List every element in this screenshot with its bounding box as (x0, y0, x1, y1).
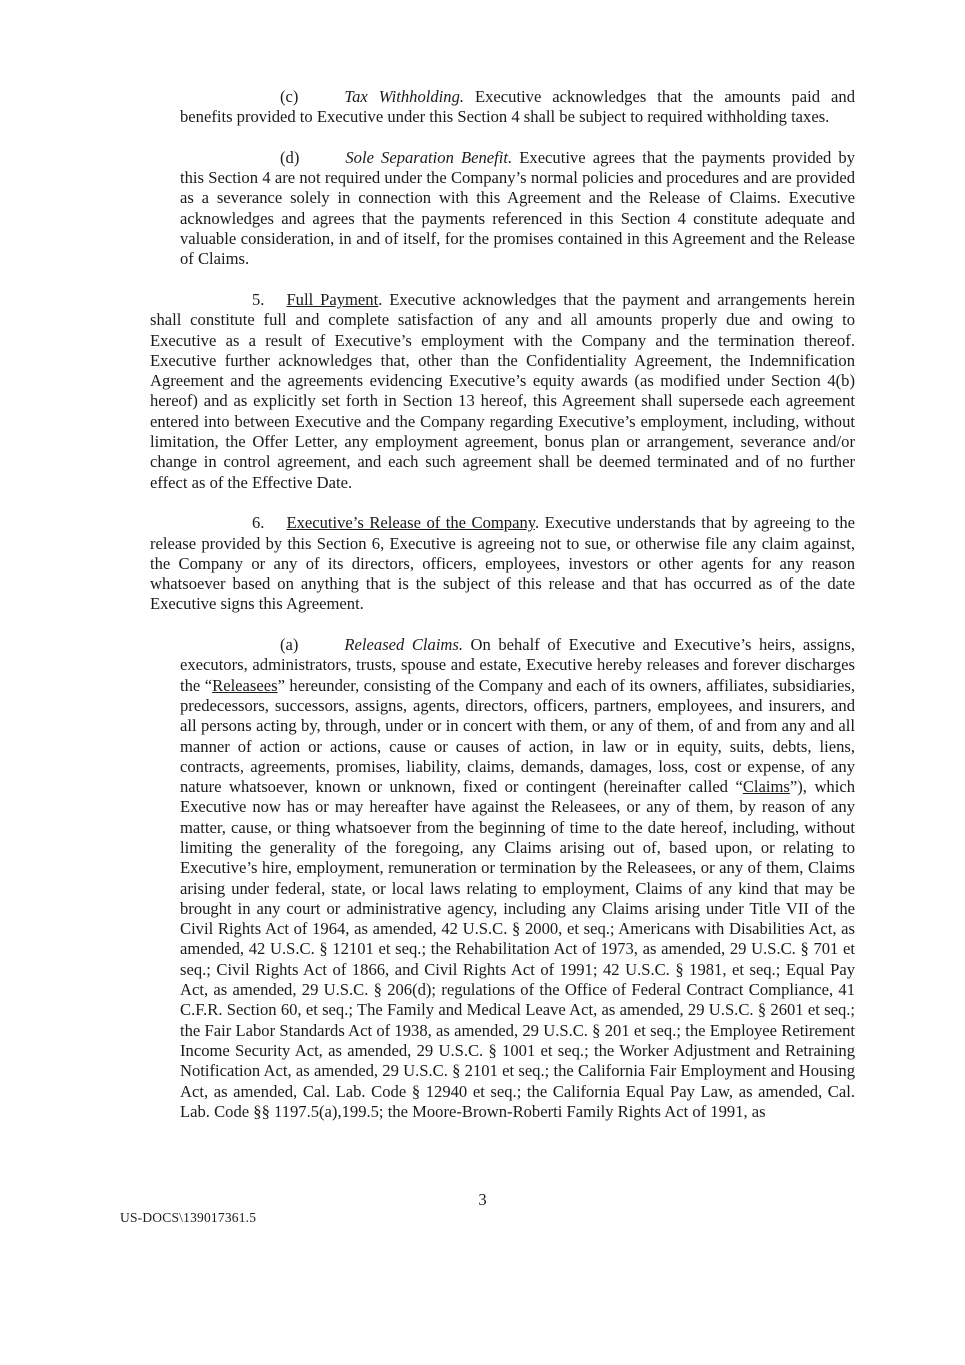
paragraph-label: (d) (280, 147, 300, 167)
text-segment: . Executive acknowledges that the payment and arrangements herein shall constitute full and complete satisfaction of any and all amounts properly due and owing to Executive as a result of Executive’s employment with the Company and the termination thereof. Executive further acknowledges that, other than the Confidentiality Agreement, the Indemnification Agreement and the agreements evidencing Executive’s equity awards (as modified under Section 4(b) hereof) and as explicitly set forth in Section 13 hereof, this Agreement shall supersede each agreement entered into between Executive and the Company regarding Executive’s employment, including, without limitation, the Offer Letter, any employment agreement, bonus plan or arrangement, severance and/or change in control agreement, and each such agreement shall be deemed terminated and of no further effect as of the Effective Date. (150, 289, 856, 492)
paragraph-d-sole-separation-benefit (180, 148, 855, 270)
section-number: 6. (252, 513, 265, 533)
section-body (150, 290, 855, 492)
section-heading: Executive’s Release of the Company (286, 513, 535, 533)
text-segment: . Executive understands that by agreeing to the release provided by this Section 6, Executive is agreeing not to sue, or otherwise file any claim against, the Company or any of its directors, officers, employees, investors or other agents for any reason whatsoever based on anything that is the subject of this release and that has occurred as of the date Executive signs this Agreement. (150, 513, 855, 614)
paragraph-c-tax-withholding (180, 87, 855, 128)
text-segment: Claims (742, 777, 790, 797)
page-number: 3 (478, 1190, 487, 1209)
section-heading: Full Payment (286, 289, 379, 309)
section-number: 5. (252, 289, 265, 309)
paragraph-a-released-claims (180, 635, 855, 1122)
section-5-full-payment (150, 290, 855, 493)
text-segment: On behalf of Executive and Executive’s heirs, assigns, executors, administrators, trusts, spouse and estate, Executive hereby releases and forever discharges the “ (180, 635, 855, 695)
document-body (150, 87, 855, 1122)
text-segment: Executive acknowledges that the amounts paid and benefits provided to Executive under this Section 4 shall be subject to required withholding taxes. (180, 87, 855, 127)
text-segment: Releasees (212, 675, 278, 695)
paragraph-label: (a) (280, 635, 299, 655)
paragraph-label: (c) (280, 87, 299, 106)
paragraph-heading: Released Claims. (344, 635, 464, 655)
text-segment: ” hereunder, consisting of the Company and each of its owners, affiliates, subsidiaries, predecessors, successors, assigns, agents, directors, officers, partners, employees, and insurers, and all persons acting by, through, under or in concert with them, or any of them, of and from any and all manner of action or actions, cause or causes of action, in law or in equity, suits, debts, liens, contracts, agreements, promises, liability, claims, demands, damages, loss, cost or expense, of any nature whatsoever, known or unknown, fixed or contingent (hereinafter called “ (180, 675, 855, 797)
document-id-footer: US-DOCS\139017361.5 (120, 1210, 257, 1225)
section-6-executives-release (150, 513, 855, 614)
text-segment: Executive agrees that the payments provided by this Section 4 are not required under the Company’s normal policies and procedures and are provided as a severance solely in connection with this Agreement and the Release of Claims. Executive acknowledges and agrees that the payments referenced in this Section 4 constitute adequate and valuable consideration, in and of itself, for the promises contained in this Agreement and the Release of Claims. (180, 147, 855, 269)
text-segment: ”), which Executive now has or may hereafter have against the Releasees, or any of them, by reason of any matter, cause, or thing whatsoever from the beginning of time to the date hereof, including, without limiting the generality of the foregoing, any Claims arising out of, based upon, or relating to Executive’s hire, employment, remuneration or termination by the Releasees, or any of them, Claims arising under federal, state, or local laws relating to employment, Claims of any kind that may be brought in any court or administrative agency, including any Claims arising under Title VII of the Civil Rights Act of 1964, as amended, 42 U.S.C. § 2000, et seq.; Americans with Disabilities Act, as amended, 42 U.S.C. § 12101 et seq.; the Rehabilitation Act of 1973, as amended, 29 U.S.C. § 701 et seq.; Civil Rights Act of 1866, and Civil Rights Act of 1991; 42 U.S.C. § 1981, et seq.; Equal Pay Act, as amended, 29 U.S.C. § 206(d); regulations of the Office of Federal Contract Compliance, 41 C.F.R. Section 60, et seq.; The Family and Medical Leave Act, as amended, 29 U.S.C. § 2601 et seq.; the Fair Labor Standards Act of 1938, as amended, 29 U.S.C. § 201 et seq.; the Employee Retirement Income Security Act, as amended, 29 U.S.C. § 1001 et seq.; the Worker Adjustment and Retraining Notification Act, as amended, 29 U.S.C. § 2101 et seq.; the California Fair Employment and Housing Act, as amended, Cal. Lab. Code § 12940 et seq.; the California Equal Pay Law, as amended, Cal. Lab. Code §§ 1197.5(a),199.5; the Moore-Brown-Roberti Family Rights Act of 1991, as (180, 777, 855, 1121)
paragraph-heading: Sole Separation Benefit. (345, 147, 513, 167)
paragraph-heading: Tax Withholding. (344, 87, 465, 106)
paragraph-body (180, 635, 855, 1121)
